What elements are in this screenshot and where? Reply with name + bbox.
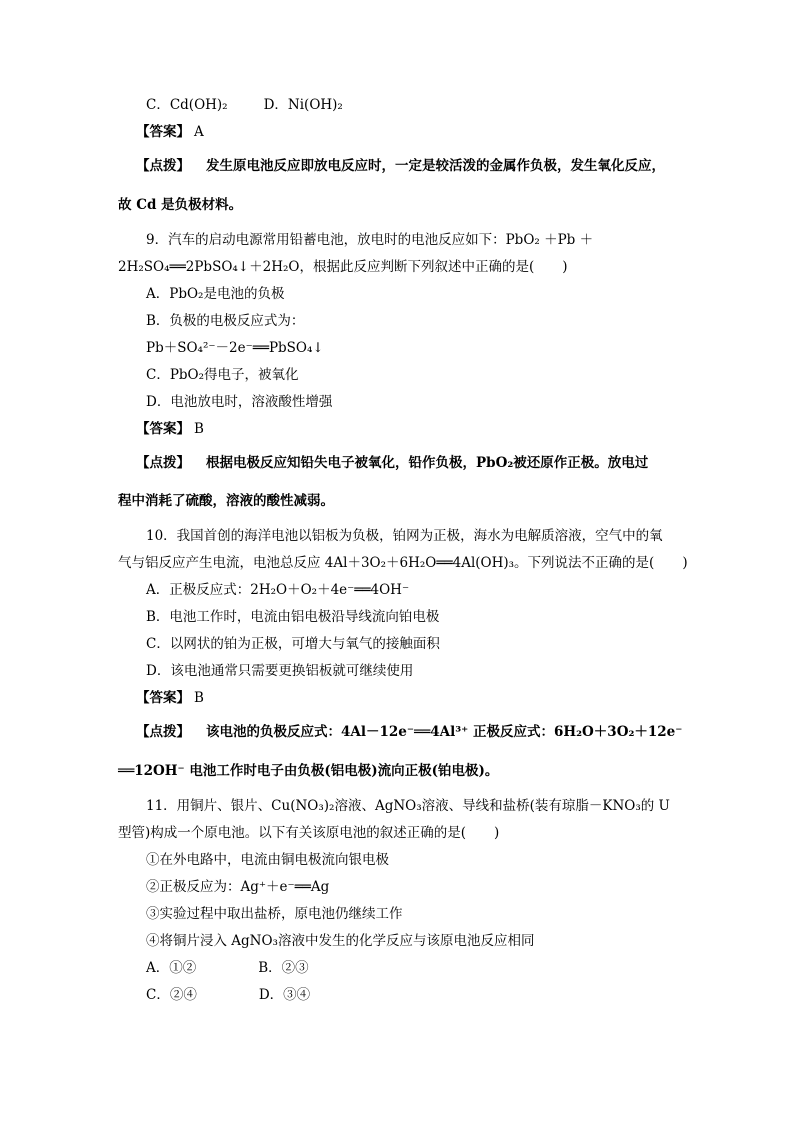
answer-label: 【答案】 [136, 124, 190, 140]
q11-option-c: C．②④ [146, 987, 197, 1003]
q11-statement-1: ①在外电路中，电流由铜电极流向银电极 [146, 852, 389, 868]
q10-option-a: A．正极反应式：2H₂O＋O₂＋4e⁻══4OH⁻ [146, 582, 410, 598]
q9-answer [136, 420, 204, 438]
answer-value: B [194, 421, 204, 437]
answer-label: 【答案】 [136, 690, 190, 706]
q11-option-d: D．③④ [258, 987, 311, 1003]
hint-text: 该电池的负极反应式：4Al－12e⁻══4Al³⁺ 正极反应式：6H₂O＋3O₂＋12e⁻ [206, 724, 683, 740]
q9-option-c: C．PbO₂得电子，被氧化 [146, 367, 299, 383]
q11-options-ab [146, 959, 309, 977]
hint-label: 【点拨】 [136, 158, 190, 174]
q10-stem-line-1: 10．我国首创的海洋电池以铝板为负极，铂网为正极，海水为电解质溶液，空气中的氧 [146, 528, 663, 544]
q8-hint-line-2 [118, 196, 242, 214]
hint-text: ══12OH⁻ 电池工作时电子由负极(铝电极)流向正极(铂电极)。 [118, 763, 499, 779]
q9-stem-line-2: 2H₂SO₄══2PbSO₄↓＋2H₂O，根据此反应判断下列叙述中正确的是( ) [118, 259, 568, 275]
answer-label: 【答案】 [136, 421, 190, 437]
q11-statement-2: ②正极反应为：Ag⁺＋e⁻══Ag [146, 879, 330, 895]
q11-option-a: A．①② [146, 960, 197, 976]
q9-option-a: A．PbO₂是电池的负极 [146, 286, 285, 302]
q11-statement-4: ④将铜片浸入 AgNO₃溶液中发生的化学反应与该原电池反应相同 [146, 933, 535, 949]
hint-text: 程中消耗了硫酸，溶液的酸性减弱。 [118, 493, 334, 509]
hint-label: 【点拨】 [136, 724, 190, 740]
q10-answer [136, 689, 204, 707]
q11-stem-line-1: 11．用铜片、银片、Cu(NO₃)₂溶液、AgNO₃溶液、导线和盐桥(装有琼脂－KNO₃的 U [146, 798, 670, 814]
answer-value: B [194, 690, 204, 706]
hint-text: 发生原电池反应即放电反应时，一定是较活泼的金属作负极，发生氧化反应， [206, 158, 665, 174]
q9-option-b-equation: Pb＋SO₄²⁻－2e⁻══PbSO₄↓ [146, 340, 324, 356]
q10-option-c: C．以网状的铂为正极，可增大与氧气的接触面积 [146, 636, 440, 652]
q11-statement-3: ③实验过程中取出盐桥，原电池仍继续工作 [146, 906, 403, 922]
q11-option-b: B．②③ [258, 960, 309, 976]
hint-text: 根据电极反应知铅失电子被氧化，铅作负极，PbO₂被还原作正极。放电过 [206, 455, 649, 471]
q9-option-b: B．负极的电极反应式为： [146, 313, 305, 329]
q8-option-c: C．Cd(OH)₂ [146, 97, 228, 113]
answer-value: A [194, 124, 204, 140]
q11-options-cd [146, 986, 310, 1004]
q9-option-d: D．电池放电时，溶液酸性增强 [146, 394, 333, 410]
q10-hint-line-1 [136, 723, 682, 741]
q8-answer [136, 123, 204, 141]
q10-option-b: B．电池工作时，电流由铝电极沿导线流向铂电极 [146, 609, 440, 625]
q9-hint-line-1 [136, 454, 648, 472]
hint-label: 【点拨】 [136, 455, 190, 471]
q10-stem-line-2: 气与铝反应产生电流，电池总反应 4Al＋3O₂＋6H₂O══4Al(OH)₃。下列说法不正确的是( ) [118, 555, 688, 571]
q10-option-d: D．该电池通常只需要更换铝板就可继续使用 [146, 663, 414, 679]
q11-stem-line-2: 型管)构成一个原电池。以下有关该原电池的叙述正确的是( ) [118, 825, 500, 841]
hint-text: 故 Cd 是负极材料。 [118, 197, 243, 213]
q8-options-cd [146, 96, 343, 114]
q8-option-d: D．Ni(OH)₂ [263, 97, 343, 113]
q8-hint-line-1 [136, 157, 665, 175]
q10-hint-line-2 [118, 762, 498, 780]
q9-hint-line-2 [118, 492, 334, 510]
q9-stem-line-1: 9．汽车的启动电源常用铅蓄电池，放电时的电池反应如下：PbO₂ ＋Pb ＋ [146, 232, 594, 248]
